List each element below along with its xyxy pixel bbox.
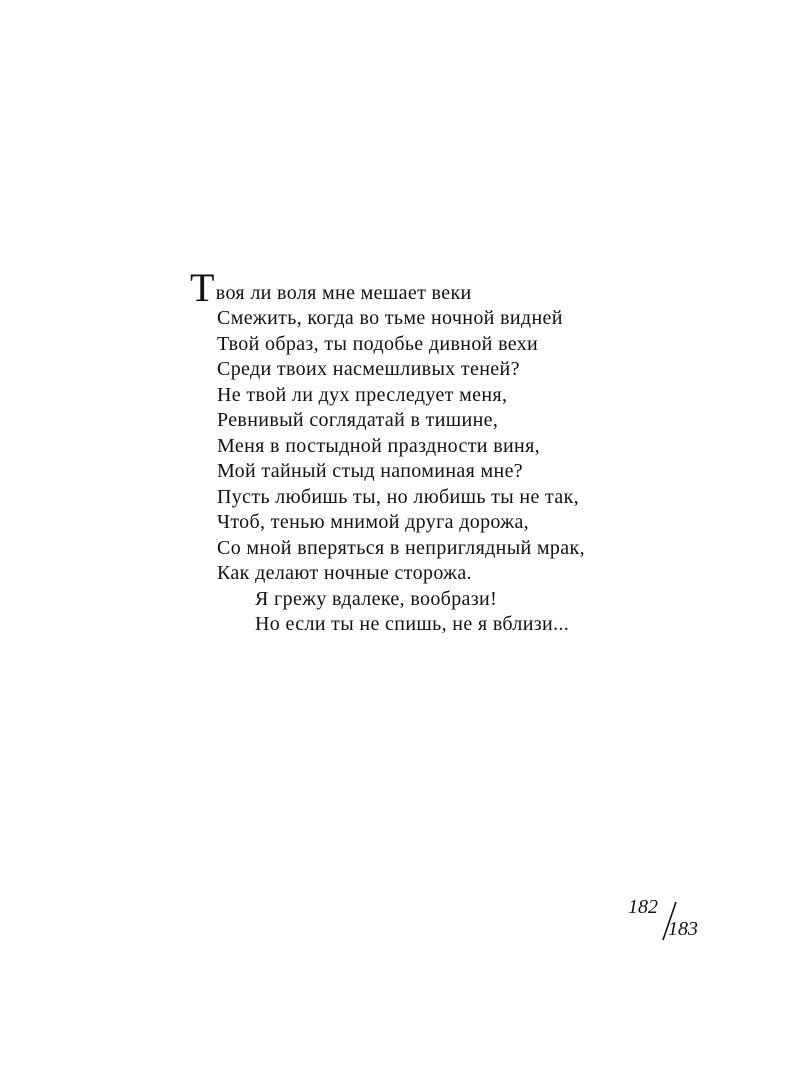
- poem-line-10: Чтоб, тенью мнимой друга дорожа,: [217, 511, 530, 533]
- poem-line-1-text: воя ли воля мне мешает веки: [215, 282, 472, 304]
- poem-line-8: Мой тайный стыд напоминая мне?: [217, 460, 524, 482]
- poem-line-11: Со мной вперяться в неприглядный мрак,: [217, 536, 585, 559]
- page-number-left: 182: [628, 896, 658, 918]
- poem-line-2: Смежить, когда во тьме ночной видней: [217, 307, 563, 329]
- poem-line-12: Как делают ночные сторожа.: [217, 562, 472, 584]
- drop-cap: Т: [190, 265, 215, 310]
- poem-line-7: Меня в постыдной праздности виня,: [217, 434, 540, 457]
- poem-line-9: Пусть любишь ты, но любишь ты не так,: [217, 485, 579, 508]
- page-numbers: [628, 896, 718, 946]
- poem-line-3: Твой образ, ты подобье дивной вехи: [217, 332, 539, 355]
- poem-line-5: Не твой ли дух преследует меня,: [217, 383, 508, 406]
- couplet-line-1: Я грежу вдалеке, вообрази!: [255, 587, 498, 610]
- page-number-right: 183: [668, 918, 698, 940]
- poem-line-1: [190, 265, 710, 310]
- couplet-line-2: Но если ты не спишь, не я вблизи...: [255, 613, 570, 635]
- poem-line-6: Ревнивый соглядатай в тишине,: [217, 409, 499, 431]
- poem: [190, 266, 710, 638]
- poem-line-4: Среди твоих насмешливых теней?: [217, 358, 520, 380]
